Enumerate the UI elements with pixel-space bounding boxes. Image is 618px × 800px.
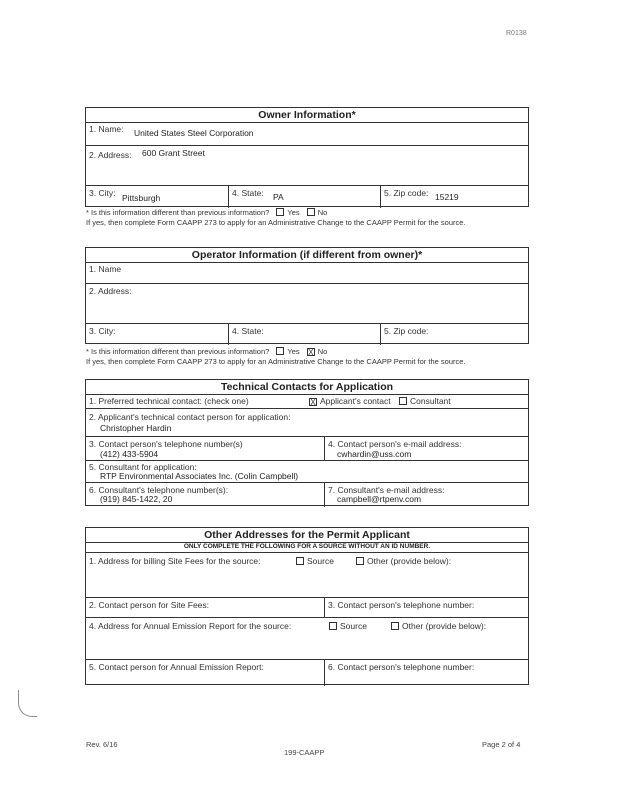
site-fee-contact-row (86, 598, 528, 618)
operator-state-label: 4. State: (232, 326, 264, 336)
consultant-label: Consultant (410, 396, 451, 406)
contact-phone-label: 3. Contact person's telephone number(s) (89, 439, 243, 449)
billing-other-label: Other (provide below): (367, 556, 452, 566)
owner-address-value[interactable]: 600 Grant Street (142, 148, 205, 158)
consultant-checkbox[interactable] (399, 397, 407, 405)
operator-zip-label: 5. Zip code: (384, 326, 429, 336)
owner-yes-label: Yes (287, 208, 300, 217)
site-fee-phone-label: 3. Contact person's telephone number: (328, 600, 475, 610)
other-subtitle-row (86, 542, 528, 553)
owner-name-value[interactable]: United States Steel Corporation (134, 128, 254, 138)
owner-yes-checkbox[interactable] (276, 208, 284, 216)
emission-other-checkbox[interactable] (391, 622, 399, 630)
emission-source-checkbox[interactable] (329, 622, 337, 630)
operator-name-row (86, 262, 528, 284)
billing-source-checkbox[interactable] (296, 557, 304, 565)
operator-yes-label: Yes (287, 347, 300, 356)
consultant-phone-email-row (86, 483, 528, 507)
owner-title: Owner Information* (86, 108, 528, 123)
operator-name-label: 1. Name (89, 264, 122, 274)
contact-email-label: 4. Contact person's e-mail address: (328, 439, 462, 449)
consultant-app-label: 5. Consultant for application: (89, 462, 197, 472)
site-fee-contact-label: 2. Contact person for Site Fees: (89, 600, 210, 610)
operator-address-row (86, 284, 528, 324)
owner-address-row (86, 146, 528, 186)
emission-address-row (86, 618, 528, 660)
owner-note-line (86, 208, 327, 217)
owner-city-label: 3. City: (89, 188, 116, 198)
owner-city-row (86, 186, 528, 208)
consultant-option[interactable] (394, 396, 451, 406)
consultant-app-row (86, 461, 528, 483)
emission-address-label: 4. Address for Annual Emission Report for the source: (89, 621, 292, 631)
contact-phone-value[interactable]: (412) 433-5904 (100, 449, 159, 459)
operator-note-instructions: If yes, then complete Form CAAPP 273 to apply for an Administrative Change to the CAAPP Permit for the source. (86, 357, 466, 366)
owner-state-label: 4. State: (232, 188, 264, 198)
owner-no-label: No (317, 208, 328, 217)
consultant-phone-value[interactable]: (919) 845-1422, 20 (100, 494, 173, 504)
operator-yes-checkbox[interactable] (276, 347, 284, 355)
billing-address-label: 1. Address for billing Site Fees for the source: (89, 556, 261, 566)
technical-section (85, 379, 529, 506)
form-number: 199-CAAPP (284, 748, 325, 757)
billing-other-checkbox[interactable] (356, 557, 364, 565)
owner-state-value[interactable]: PA (273, 192, 284, 202)
consultant-app-value[interactable]: RTP Environmental Associates Inc. (Colin Campbell) (100, 471, 299, 481)
contact-person-label: 2. Applicant's technical contact person for application: (89, 412, 291, 422)
owner-city-value[interactable]: Pittsburgh (122, 193, 161, 203)
owner-zip-label: 5. Zip code: (384, 188, 429, 198)
billing-source-label: Source (307, 556, 334, 566)
consultant-phone-label: 6. Consultant's telephone number(s): (89, 485, 229, 495)
technical-title: Technical Contacts for Application (86, 380, 528, 395)
page-number: Page 2 of 4 (482, 740, 521, 749)
revision-label: Rev. 6/16 (86, 740, 118, 749)
operator-city-label: 3. City: (89, 326, 116, 336)
operator-no-label: No (317, 347, 328, 356)
operator-section (85, 247, 529, 344)
emission-other-option[interactable] (386, 621, 486, 631)
owner-zip-value[interactable]: 15219 (435, 192, 459, 202)
owner-no-checkbox[interactable] (307, 208, 315, 216)
emission-contact-label: 5. Contact person for Annual Emission Report: (89, 662, 264, 672)
consultant-email-value[interactable]: campbell@rtpenv.com (337, 494, 422, 504)
owner-name-row (86, 122, 528, 146)
contact-person-value[interactable]: Christopher Hardin (100, 423, 172, 433)
billing-address-row (86, 553, 528, 598)
owner-note-question: * Is this information different than previous information? (86, 208, 270, 217)
contact-phone-email-row (86, 437, 528, 461)
applicant-contact-label: Applicant's contact (320, 396, 391, 406)
operator-no-checkbox[interactable]: X (308, 348, 314, 357)
other-addresses-section (85, 527, 529, 685)
applicant-contact-option[interactable] (304, 396, 391, 406)
emission-phone-label: 6. Contact person's telephone number: (328, 662, 475, 672)
emission-contact-row (86, 660, 528, 686)
other-subtitle: ONLY COMPLETE THE FOLLOWING FOR A SOURCE WITHOUT AN ID NUMBER. (183, 543, 431, 550)
consultant-email-label: 7. Consultant's e-mail address: (328, 485, 445, 495)
preferred-contact-label: 1. Preferred technical contact: (check one) (89, 396, 249, 406)
margin-mark (18, 690, 37, 717)
operator-title: Operator Information (if different from owner)* (86, 248, 528, 263)
applicant-contact-checkbox[interactable]: X (310, 398, 316, 407)
billing-source-option[interactable] (291, 556, 334, 566)
owner-section (85, 107, 529, 207)
operator-address-label: 2. Address: (89, 286, 132, 296)
owner-name-label: 1. Name: (89, 124, 124, 134)
operator-note-line (86, 347, 327, 356)
operator-city-row (86, 324, 528, 345)
operator-note-question: * Is this information different than previous information? (86, 347, 270, 356)
billing-other-option[interactable] (351, 556, 451, 566)
other-addresses-title: Other Addresses for the Permit Applicant (86, 528, 528, 543)
owner-note-instructions: If yes, then complete Form CAAPP 273 to apply for an Administrative Change to the CAAPP Permit for the source. (86, 218, 466, 227)
emission-source-label: Source (340, 621, 367, 631)
preferred-contact-row (86, 394, 528, 409)
owner-address-label: 2. Address: (89, 150, 132, 160)
emission-other-label: Other (provide below): (402, 621, 487, 631)
form-code: R0138 (506, 30, 527, 37)
contact-person-row (86, 409, 528, 437)
contact-email-value[interactable]: cwhardin@uss.com (337, 449, 412, 459)
emission-source-option[interactable] (324, 621, 367, 631)
